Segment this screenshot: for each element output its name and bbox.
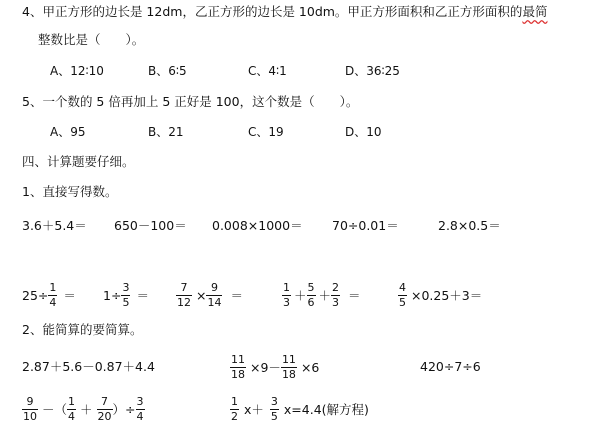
numerator: 11	[281, 352, 296, 366]
fraction	[48, 282, 57, 308]
expr-text: ×0.25＋3＝	[411, 288, 483, 303]
denominator: 5	[122, 295, 130, 309]
equation-expr	[230, 392, 369, 426]
expr-2-4	[282, 278, 361, 312]
fraction	[230, 354, 246, 380]
fraction	[136, 396, 145, 422]
denominator: 6	[307, 295, 315, 309]
expr-1-5: 2.8×0.5＝	[438, 218, 501, 233]
q4-option-d: D、36∶25	[345, 64, 400, 78]
q4-option-b: B、6∶5	[148, 64, 187, 78]
denominator: 3	[283, 295, 290, 309]
spellcheck-underlined-word: 最简	[522, 4, 548, 19]
question-4-line1	[22, 6, 547, 19]
denominator: 2	[231, 409, 238, 423]
expr-text: 25÷	[22, 287, 49, 303]
numerator: 1	[231, 394, 238, 408]
fraction	[331, 282, 340, 308]
q5-option-d: D、10	[345, 125, 382, 139]
q5-option-c: C、19	[248, 125, 284, 139]
simplify-expr-4	[22, 392, 145, 426]
numerator: 9	[210, 280, 218, 294]
expr-1-4: 70÷0.01＝	[332, 218, 399, 233]
denominator: 3	[332, 295, 340, 309]
expr-2-2	[103, 278, 149, 312]
section-4-title: 四、计算题要仔细。	[22, 154, 135, 169]
expr-text: 1÷	[103, 287, 122, 303]
q4-option-a: A、12∶10	[50, 64, 104, 78]
part-1-title: 1、直接写得数。	[22, 184, 118, 199]
fraction	[97, 396, 113, 422]
fraction	[67, 396, 76, 422]
numerator: 1	[49, 280, 57, 294]
fraction	[206, 282, 222, 308]
q5-option-a: A、95	[50, 125, 86, 139]
numerator: 3	[136, 394, 144, 408]
expr-1-1: 3.6＋5.4＝	[22, 218, 87, 233]
fraction	[22, 396, 38, 422]
expr-text: ＋	[80, 402, 93, 417]
denominator: 20	[97, 409, 112, 423]
denominator: 5	[399, 295, 406, 309]
expr-text: ×9－	[250, 360, 281, 375]
numerator: 7	[101, 394, 109, 408]
expr-2-1	[22, 278, 76, 312]
expr-text: ＝	[230, 288, 243, 303]
expr-text: ＝	[348, 288, 361, 303]
expr-2-3	[176, 278, 243, 312]
question-5-text: 5、一个数的 5 倍再加上 5 正好是 100，这个数是（ ）。	[22, 94, 359, 109]
denominator: 4	[68, 409, 76, 423]
fraction	[282, 282, 291, 308]
numerator: 1	[283, 280, 290, 294]
expr-text: x＋	[244, 402, 264, 417]
expr-1-2: 650－100＝	[114, 218, 187, 233]
numerator: 3	[122, 280, 130, 294]
simplify-expr-2	[230, 350, 319, 384]
question-4-line2: 整数比是（ ）。	[38, 32, 145, 47]
expr-text: ＝	[63, 288, 76, 303]
expr-2-5	[398, 278, 482, 312]
fraction	[281, 354, 297, 380]
fraction	[398, 282, 407, 308]
fraction	[176, 282, 192, 308]
denominator: 14	[207, 295, 222, 309]
denominator: 12	[177, 295, 191, 309]
part-2-title: 2、能简算的要简算。	[22, 322, 143, 337]
expr-text: ×6	[300, 359, 320, 375]
numerator: 9	[26, 394, 34, 408]
simplify-expr-3: 420÷7÷6	[420, 359, 481, 374]
numerator: 7	[180, 280, 188, 294]
numerator: 4	[399, 280, 406, 294]
denominator: 18	[231, 367, 245, 381]
numerator: 11	[231, 352, 245, 366]
expr-text: ×	[196, 287, 207, 303]
denominator: 4	[136, 409, 144, 423]
q5-option-b: B、21	[148, 125, 184, 139]
expr-text: ）÷	[112, 402, 136, 417]
expr-text: －（	[42, 402, 68, 417]
numerator: 5	[307, 280, 315, 294]
simplify-expr-1: 2.87＋5.6－0.87＋4.4	[22, 359, 155, 374]
fraction	[307, 282, 316, 308]
expr-1-3: 0.008×1000＝	[212, 218, 303, 233]
denominator: 4	[49, 295, 57, 309]
expr-text: ＝	[136, 288, 149, 303]
fraction	[270, 396, 279, 422]
denominator: 5	[270, 409, 278, 423]
numerator: 3	[270, 394, 278, 408]
numerator: 1	[68, 394, 76, 408]
expr-text: ＋	[318, 288, 332, 303]
denominator: 18	[281, 367, 296, 381]
expr-text: x=4.4(解方程)	[283, 402, 369, 417]
q4-option-c: C、4∶1	[248, 64, 287, 78]
expr-text: ＋	[294, 288, 307, 303]
denominator: 10	[23, 409, 37, 423]
fraction	[230, 396, 239, 422]
fraction	[121, 282, 130, 308]
question-4-text: 4、甲正方形的边长是 12dm，乙正方形的边长是 10dm。甲正方形面积和乙正方形面积的	[22, 4, 523, 19]
numerator: 2	[332, 280, 340, 294]
